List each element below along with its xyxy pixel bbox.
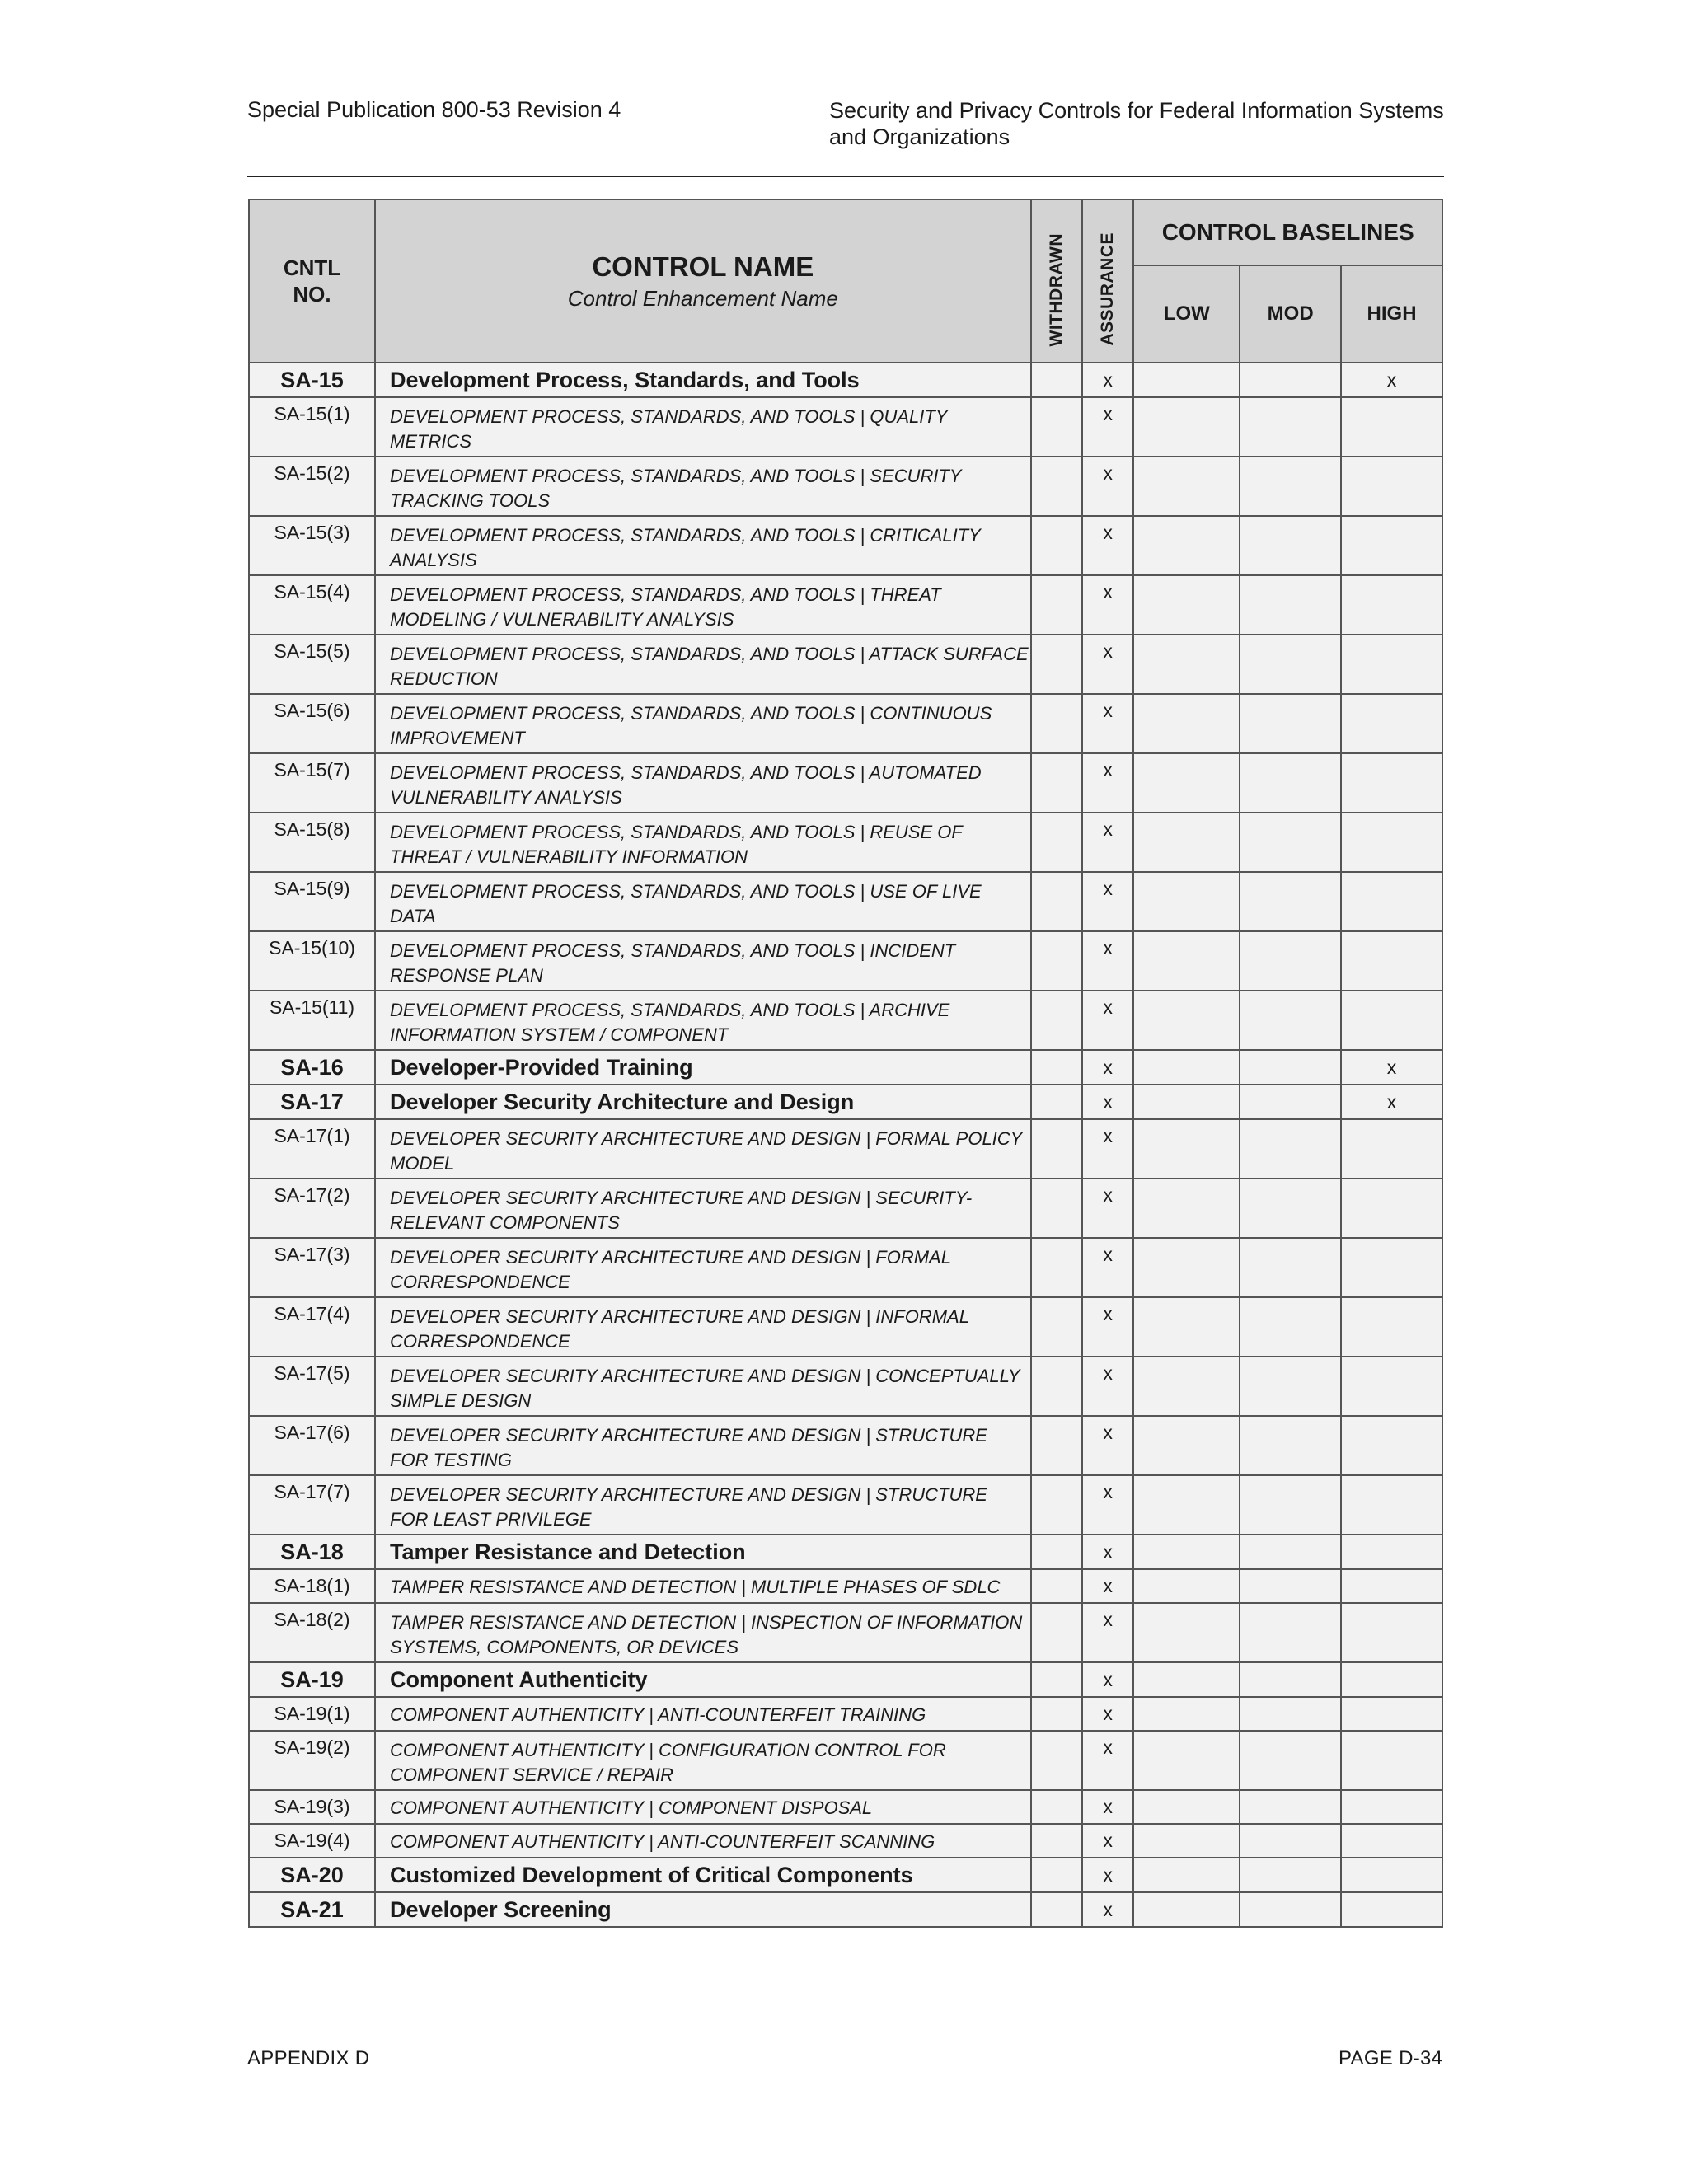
cell-high (1341, 1238, 1442, 1297)
table-row (249, 1179, 1442, 1238)
cell-assurance: x (1082, 397, 1133, 457)
cell-assurance: x (1082, 635, 1133, 694)
cell-mod (1240, 1297, 1341, 1357)
cell-assurance: x (1082, 753, 1133, 813)
cell-low (1133, 1569, 1240, 1603)
header-divider (247, 176, 1444, 177)
cell-low (1133, 1603, 1240, 1662)
cell-withdrawn (1031, 1179, 1082, 1238)
table-row (249, 1238, 1442, 1297)
cell-high (1341, 872, 1442, 931)
cell-control-number: SA-19(4) (249, 1824, 375, 1858)
cell-control-name: Developer Security Architecture and Design (375, 1085, 1030, 1119)
cell-mod (1240, 1416, 1341, 1475)
footer-page-number: PAGE D-34 (1339, 2047, 1443, 2069)
cell-low (1133, 397, 1240, 457)
table-row (249, 931, 1442, 991)
cell-control-name: COMPONENT AUTHENTICITY | ANTI-COUNTERFEIT TRAINING (375, 1697, 1030, 1731)
cell-withdrawn (1031, 363, 1082, 397)
cell-high (1341, 575, 1442, 635)
cell-control-name: Component Authenticity (375, 1662, 1030, 1697)
cell-high (1341, 813, 1442, 872)
cell-mod (1240, 635, 1341, 694)
cell-control-name: DEVELOPER SECURITY ARCHITECTURE AND DESIGN | SECURITY-RELEVANT COMPONENTS (375, 1179, 1030, 1238)
cell-withdrawn (1031, 1297, 1082, 1357)
cell-assurance: x (1082, 457, 1133, 516)
cell-withdrawn (1031, 1357, 1082, 1416)
cell-low (1133, 872, 1240, 931)
cell-assurance: x (1082, 1119, 1133, 1179)
column-header-control-number (249, 199, 375, 363)
cell-control-number: SA-17(5) (249, 1357, 375, 1416)
table-row (249, 1892, 1442, 1927)
cell-high (1341, 1858, 1442, 1892)
cell-withdrawn (1031, 1603, 1082, 1662)
cell-withdrawn (1031, 872, 1082, 931)
cell-high (1341, 1119, 1442, 1179)
cell-withdrawn (1031, 1892, 1082, 1927)
header-publication: Special Publication 800-53 Revision 4 (247, 97, 621, 122)
cell-high (1341, 991, 1442, 1050)
header-title-line2: and Organizations (829, 124, 1010, 149)
cell-assurance: x (1082, 872, 1133, 931)
cell-high (1341, 516, 1442, 575)
column-header-low: LOW (1133, 265, 1240, 363)
cell-low (1133, 1475, 1240, 1535)
table-row (249, 1603, 1442, 1662)
cell-withdrawn (1031, 1569, 1082, 1603)
cell-mod (1240, 1892, 1341, 1927)
cell-control-number: SA-17(7) (249, 1475, 375, 1535)
cell-control-name: DEVELOPER SECURITY ARCHITECTURE AND DESIGN | STRUCTURE FOR LEAST PRIVILEGE (375, 1475, 1030, 1535)
cell-low (1133, 1892, 1240, 1927)
cell-control-name: TAMPER RESISTANCE AND DETECTION | INSPECTION OF INFORMATION SYSTEMS, COMPONENTS, OR DEVICES (375, 1603, 1030, 1662)
table-row (249, 1790, 1442, 1824)
table-row (249, 1697, 1442, 1731)
cell-high (1341, 1475, 1442, 1535)
cell-control-name: DEVELOPER SECURITY ARCHITECTURE AND DESIGN | FORMAL CORRESPONDENCE (375, 1238, 1030, 1297)
cell-mod (1240, 1731, 1341, 1790)
cell-withdrawn (1031, 1697, 1082, 1731)
column-header-assurance-label: ASSURANCE (1098, 232, 1118, 346)
cell-control-number: SA-15(10) (249, 931, 375, 991)
cell-high: x (1341, 1085, 1442, 1119)
cell-control-name: DEVELOPMENT PROCESS, STANDARDS, AND TOOLS | QUALITY METRICS (375, 397, 1030, 457)
cell-control-name: DEVELOPER SECURITY ARCHITECTURE AND DESIGN | INFORMAL CORRESPONDENCE (375, 1297, 1030, 1357)
column-header-control-number-line2: NO. (293, 282, 331, 307)
cell-high (1341, 1603, 1442, 1662)
cell-low (1133, 931, 1240, 991)
cell-assurance: x (1082, 1603, 1133, 1662)
cell-control-number: SA-15(6) (249, 694, 375, 753)
cell-assurance: x (1082, 1790, 1133, 1824)
cell-high (1341, 1892, 1442, 1927)
cell-withdrawn (1031, 457, 1082, 516)
cell-low (1133, 635, 1240, 694)
cell-control-number: SA-21 (249, 1892, 375, 1927)
table-row (249, 991, 1442, 1050)
cell-withdrawn (1031, 1790, 1082, 1824)
table-row (249, 1569, 1442, 1603)
cell-mod (1240, 753, 1341, 813)
cell-withdrawn (1031, 1731, 1082, 1790)
cell-high (1341, 931, 1442, 991)
cell-control-number: SA-18 (249, 1535, 375, 1569)
cell-low (1133, 575, 1240, 635)
cell-withdrawn (1031, 813, 1082, 872)
cell-control-number: SA-15(5) (249, 635, 375, 694)
cell-control-name: DEVELOPER SECURITY ARCHITECTURE AND DESIGN | CONCEPTUALLY SIMPLE DESIGN (375, 1357, 1030, 1416)
cell-low (1133, 363, 1240, 397)
footer-appendix: APPENDIX D (247, 2047, 370, 2069)
cell-mod (1240, 1119, 1341, 1179)
cell-low (1133, 1858, 1240, 1892)
cell-control-name: DEVELOPMENT PROCESS, STANDARDS, AND TOOLS | ATTACK SURFACE REDUCTION (375, 635, 1030, 694)
cell-mod (1240, 694, 1341, 753)
cell-assurance: x (1082, 1297, 1133, 1357)
table-row (249, 457, 1442, 516)
cell-assurance: x (1082, 813, 1133, 872)
cell-low (1133, 1790, 1240, 1824)
cell-withdrawn (1031, 1238, 1082, 1297)
cell-assurance: x (1082, 1662, 1133, 1697)
cell-assurance: x (1082, 931, 1133, 991)
cell-assurance: x (1082, 1357, 1133, 1416)
cell-control-number: SA-15(3) (249, 516, 375, 575)
cell-withdrawn (1031, 1858, 1082, 1892)
cell-control-number: SA-15(7) (249, 753, 375, 813)
column-header-control-baselines: CONTROL BASELINES (1133, 199, 1442, 265)
cell-high (1341, 1697, 1442, 1731)
cell-assurance: x (1082, 363, 1133, 397)
cell-mod (1240, 575, 1341, 635)
cell-mod (1240, 1475, 1341, 1535)
cell-low (1133, 1357, 1240, 1416)
cell-low (1133, 516, 1240, 575)
cell-withdrawn (1031, 397, 1082, 457)
cell-mod (1240, 397, 1341, 457)
table-row (249, 1858, 1442, 1892)
cell-mod (1240, 1603, 1341, 1662)
cell-withdrawn (1031, 575, 1082, 635)
cell-mod (1240, 1858, 1341, 1892)
cell-high (1341, 1535, 1442, 1569)
cell-mod (1240, 1357, 1341, 1416)
table-row (249, 575, 1442, 635)
cell-control-number: SA-17(1) (249, 1119, 375, 1179)
cell-low (1133, 753, 1240, 813)
cell-control-name: Developer-Provided Training (375, 1050, 1030, 1085)
cell-withdrawn (1031, 1662, 1082, 1697)
cell-high (1341, 1790, 1442, 1824)
cell-mod (1240, 1050, 1341, 1085)
cell-mod (1240, 1662, 1341, 1697)
cell-mod (1240, 1535, 1341, 1569)
cell-control-name: DEVELOPMENT PROCESS, STANDARDS, AND TOOLS | REUSE OF THREAT / VULNERABILITY INFORMATION (375, 813, 1030, 872)
cell-control-number: SA-19 (249, 1662, 375, 1697)
cell-mod (1240, 931, 1341, 991)
cell-mod (1240, 1238, 1341, 1297)
cell-mod (1240, 516, 1341, 575)
table-row (249, 1475, 1442, 1535)
cell-low (1133, 1238, 1240, 1297)
column-header-control-name-title: CONTROL NAME (592, 251, 814, 282)
cell-low (1133, 1731, 1240, 1790)
table-row (249, 1357, 1442, 1416)
cell-assurance: x (1082, 1535, 1133, 1569)
cell-low (1133, 1119, 1240, 1179)
cell-control-number: SA-18(2) (249, 1603, 375, 1662)
cell-control-name: DEVELOPMENT PROCESS, STANDARDS, AND TOOLS | CRITICALITY ANALYSIS (375, 516, 1030, 575)
cell-mod (1240, 1697, 1341, 1731)
cell-high (1341, 694, 1442, 753)
cell-assurance: x (1082, 694, 1133, 753)
cell-control-number: SA-15(4) (249, 575, 375, 635)
cell-withdrawn (1031, 753, 1082, 813)
cell-control-number: SA-17(2) (249, 1179, 375, 1238)
table-row (249, 516, 1442, 575)
cell-control-name: DEVELOPMENT PROCESS, STANDARDS, AND TOOLS | CONTINUOUS IMPROVEMENT (375, 694, 1030, 753)
cell-mod (1240, 1824, 1341, 1858)
cell-control-name: DEVELOPMENT PROCESS, STANDARDS, AND TOOLS | SECURITY TRACKING TOOLS (375, 457, 1030, 516)
cell-withdrawn (1031, 991, 1082, 1050)
cell-low (1133, 1535, 1240, 1569)
cell-control-number: SA-17(4) (249, 1297, 375, 1357)
cell-control-number: SA-17(3) (249, 1238, 375, 1297)
cell-assurance: x (1082, 1731, 1133, 1790)
cell-low (1133, 1697, 1240, 1731)
cell-control-number: SA-19(3) (249, 1790, 375, 1824)
cell-low (1133, 991, 1240, 1050)
table-body (249, 363, 1442, 1927)
cell-control-number: SA-17 (249, 1085, 375, 1119)
cell-assurance: x (1082, 1892, 1133, 1927)
cell-high (1341, 1824, 1442, 1858)
cell-control-name: DEVELOPMENT PROCESS, STANDARDS, AND TOOLS | USE OF LIVE DATA (375, 872, 1030, 931)
table-row (249, 694, 1442, 753)
cell-mod (1240, 813, 1341, 872)
cell-high (1341, 1179, 1442, 1238)
column-header-enhancement-name: Control Enhancement Name (567, 285, 838, 311)
table-row (249, 872, 1442, 931)
cell-low (1133, 1085, 1240, 1119)
cell-control-name: COMPONENT AUTHENTICITY | COMPONENT DISPOSAL (375, 1790, 1030, 1824)
cell-control-number: SA-19(2) (249, 1731, 375, 1790)
cell-withdrawn (1031, 1119, 1082, 1179)
cell-assurance: x (1082, 1697, 1133, 1731)
cell-high (1341, 1416, 1442, 1475)
column-header-withdrawn (1031, 199, 1082, 363)
cell-control-number: SA-15(1) (249, 397, 375, 457)
cell-control-name: DEVELOPER SECURITY ARCHITECTURE AND DESIGN | FORMAL POLICY MODEL (375, 1119, 1030, 1179)
column-header-high: HIGH (1341, 265, 1442, 363)
table-row (249, 1662, 1442, 1697)
cell-assurance: x (1082, 1475, 1133, 1535)
cell-low (1133, 1050, 1240, 1085)
cell-withdrawn (1031, 1050, 1082, 1085)
control-baselines-table (248, 199, 1443, 1928)
cell-high: x (1341, 363, 1442, 397)
cell-low (1133, 1179, 1240, 1238)
cell-assurance: x (1082, 991, 1133, 1050)
cell-withdrawn (1031, 931, 1082, 991)
cell-low (1133, 1824, 1240, 1858)
cell-control-name: DEVELOPMENT PROCESS, STANDARDS, AND TOOLS | INCIDENT RESPONSE PLAN (375, 931, 1030, 991)
header-title-line1: Security and Privacy Controls for Federal Information Systems (829, 98, 1444, 123)
cell-control-number: SA-17(6) (249, 1416, 375, 1475)
cell-withdrawn (1031, 1085, 1082, 1119)
cell-assurance: x (1082, 1238, 1133, 1297)
cell-high (1341, 1731, 1442, 1790)
cell-low (1133, 1662, 1240, 1697)
cell-withdrawn (1031, 1416, 1082, 1475)
table-row (249, 813, 1442, 872)
cell-mod (1240, 1790, 1341, 1824)
cell-control-number: SA-18(1) (249, 1569, 375, 1603)
cell-mod (1240, 1569, 1341, 1603)
cell-control-name: DEVELOPMENT PROCESS, STANDARDS, AND TOOLS | THREAT MODELING / VULNERABILITY ANALYSIS (375, 575, 1030, 635)
cell-withdrawn (1031, 694, 1082, 753)
cell-control-number: SA-19(1) (249, 1697, 375, 1731)
cell-assurance: x (1082, 1179, 1133, 1238)
cell-mod (1240, 457, 1341, 516)
table-row (249, 1050, 1442, 1085)
cell-control-name: Customized Development of Critical Components (375, 1858, 1030, 1892)
cell-high (1341, 1569, 1442, 1603)
cell-withdrawn (1031, 1475, 1082, 1535)
cell-control-name: COMPONENT AUTHENTICITY | ANTI-COUNTERFEIT SCANNING (375, 1824, 1030, 1858)
header-title (829, 97, 1444, 150)
cell-mod (1240, 1085, 1341, 1119)
cell-withdrawn (1031, 1824, 1082, 1858)
cell-high (1341, 1297, 1442, 1357)
table-row (249, 1119, 1442, 1179)
cell-control-name: Development Process, Standards, and Tools (375, 363, 1030, 397)
cell-control-name: Tamper Resistance and Detection (375, 1535, 1030, 1569)
cell-withdrawn (1031, 1535, 1082, 1569)
cell-withdrawn (1031, 635, 1082, 694)
cell-control-number: SA-15(9) (249, 872, 375, 931)
cell-low (1133, 813, 1240, 872)
cell-high (1341, 397, 1442, 457)
cell-control-number: SA-15(8) (249, 813, 375, 872)
cell-control-name: Developer Screening (375, 1892, 1030, 1927)
cell-assurance: x (1082, 1416, 1133, 1475)
cell-assurance: x (1082, 575, 1133, 635)
cell-assurance: x (1082, 516, 1133, 575)
cell-mod (1240, 991, 1341, 1050)
table-row (249, 1416, 1442, 1475)
cell-low (1133, 457, 1240, 516)
cell-control-name: DEVELOPMENT PROCESS, STANDARDS, AND TOOLS | AUTOMATED VULNERABILITY ANALYSIS (375, 753, 1030, 813)
cell-assurance: x (1082, 1858, 1133, 1892)
cell-control-number: SA-15(11) (249, 991, 375, 1050)
cell-low (1133, 694, 1240, 753)
table-row (249, 1297, 1442, 1357)
cell-assurance: x (1082, 1050, 1133, 1085)
table-row (249, 1085, 1442, 1119)
cell-control-number: SA-20 (249, 1858, 375, 1892)
column-header-control-name (375, 199, 1030, 363)
column-header-withdrawn-label: WITHDRAWN (1046, 232, 1066, 346)
table-row (249, 363, 1442, 397)
cell-low (1133, 1297, 1240, 1357)
cell-assurance: x (1082, 1085, 1133, 1119)
table-row (249, 1824, 1442, 1858)
cell-high (1341, 457, 1442, 516)
table-row (249, 1731, 1442, 1790)
cell-control-name: DEVELOPMENT PROCESS, STANDARDS, AND TOOLS | ARCHIVE INFORMATION SYSTEM / COMPONENT (375, 991, 1030, 1050)
cell-low (1133, 1416, 1240, 1475)
cell-withdrawn (1031, 516, 1082, 575)
cell-high (1341, 1662, 1442, 1697)
cell-mod (1240, 1179, 1341, 1238)
cell-assurance: x (1082, 1569, 1133, 1603)
cell-assurance: x (1082, 1824, 1133, 1858)
cell-mod (1240, 872, 1341, 931)
cell-control-number: SA-15 (249, 363, 375, 397)
column-header-mod: MOD (1240, 265, 1341, 363)
table-row (249, 1535, 1442, 1569)
column-header-assurance (1082, 199, 1133, 363)
cell-control-name: DEVELOPER SECURITY ARCHITECTURE AND DESIGN | STRUCTURE FOR TESTING (375, 1416, 1030, 1475)
table-row (249, 635, 1442, 694)
cell-high (1341, 753, 1442, 813)
column-header-control-number-line1: CNTL (283, 255, 341, 280)
cell-control-name: TAMPER RESISTANCE AND DETECTION | MULTIPLE PHASES OF SDLC (375, 1569, 1030, 1603)
cell-high (1341, 1357, 1442, 1416)
cell-control-number: SA-15(2) (249, 457, 375, 516)
cell-control-name: COMPONENT AUTHENTICITY | CONFIGURATION CONTROL FOR COMPONENT SERVICE / REPAIR (375, 1731, 1030, 1790)
cell-control-number: SA-16 (249, 1050, 375, 1085)
cell-high (1341, 635, 1442, 694)
cell-mod (1240, 363, 1341, 397)
cell-high: x (1341, 1050, 1442, 1085)
table-row (249, 753, 1442, 813)
table-row (249, 397, 1442, 457)
